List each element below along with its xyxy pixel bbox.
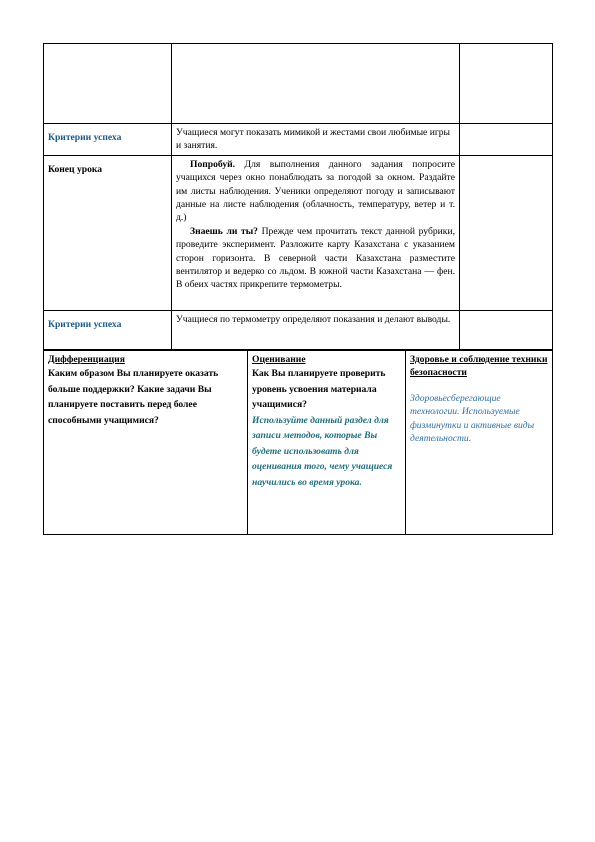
criteria-label: Критерии успеха bbox=[48, 132, 122, 143]
empty-cell bbox=[44, 44, 172, 124]
lesson-end-label-cell bbox=[44, 155, 172, 310]
empty-cell bbox=[460, 310, 553, 350]
assessment-hint: Используйте данный раздел для записи методов, которые Вы будете использовать для оценивания того, чему учащиеся научились во время урока. bbox=[252, 414, 393, 488]
criteria-text: Учащиеся могут показать мимикой и жестами свои любимые игры и занятия. bbox=[176, 127, 451, 152]
empty-cell bbox=[172, 44, 460, 124]
did-you-know-paragraph bbox=[176, 225, 455, 292]
empty-row bbox=[44, 44, 553, 124]
criteria-label-cell bbox=[44, 124, 172, 156]
try-lead: Попробуй. bbox=[190, 158, 236, 170]
differentiation-cell bbox=[44, 350, 248, 535]
lesson-plan-table bbox=[43, 43, 553, 351]
lesson-end-label: Конец урока bbox=[48, 163, 103, 175]
lesson-end-row bbox=[44, 155, 553, 310]
empty-cell bbox=[460, 124, 553, 156]
empty-cell bbox=[460, 155, 553, 310]
criteria-label: Критерии успеха bbox=[48, 318, 122, 330]
planning-row bbox=[44, 350, 553, 535]
criteria-text-cell bbox=[172, 124, 460, 156]
criteria-text: Учащиеся по термометру определяют показания и делают выводы. bbox=[176, 313, 451, 325]
differentiation-question: Каким образом Вы планируете оказать больше поддержки? Какие задачи Вы планируете поставить перед более способными учащимися? bbox=[48, 368, 219, 426]
did-you-know-text: Прежде чем прочитать текст данной рубрики, проведите эксперимент. Разложите карту Казахстана с указанием сторон горизонта. В северной части Казахстана разместите вентилятор и ведерко со льдом. В южной части Казахстана — фен. В обеих частях прикрепите термометры. bbox=[176, 225, 455, 291]
did-you-know-lead: Знаешь ли ты? bbox=[190, 225, 258, 237]
criteria-row bbox=[44, 124, 553, 156]
empty-cell bbox=[460, 44, 553, 124]
lesson-end-text-cell bbox=[172, 155, 460, 310]
health-safety-cell bbox=[406, 350, 553, 535]
assessment-title: Оценивание bbox=[252, 354, 306, 365]
criteria-label-cell bbox=[44, 310, 172, 350]
criteria-row bbox=[44, 310, 553, 350]
criteria-text-cell bbox=[172, 310, 460, 350]
planning-table bbox=[43, 349, 553, 535]
differentiation-title: Дифференциация bbox=[48, 354, 125, 365]
try-paragraph bbox=[176, 158, 455, 225]
assessment-question: Как Вы планируете проверить уровень усвоения материала учащимися? bbox=[252, 368, 386, 411]
health-safety-hint: Здоровьесберегающие технологии. Используемые физминутки и активные виды деятельности. bbox=[410, 392, 535, 445]
assessment-cell bbox=[248, 350, 406, 535]
try-text: Для выполнения данного задания попросите учащихся через окно понаблюдать за погодой за окном. Раздайте им листы наблюдения. Ученики определяют погоду и записывают данные на листе наблюдения (облачность, температуру, ветер и т. д.) bbox=[176, 158, 455, 224]
health-safety-title: Здоровье и соблюдение техники безопасности bbox=[410, 354, 548, 379]
